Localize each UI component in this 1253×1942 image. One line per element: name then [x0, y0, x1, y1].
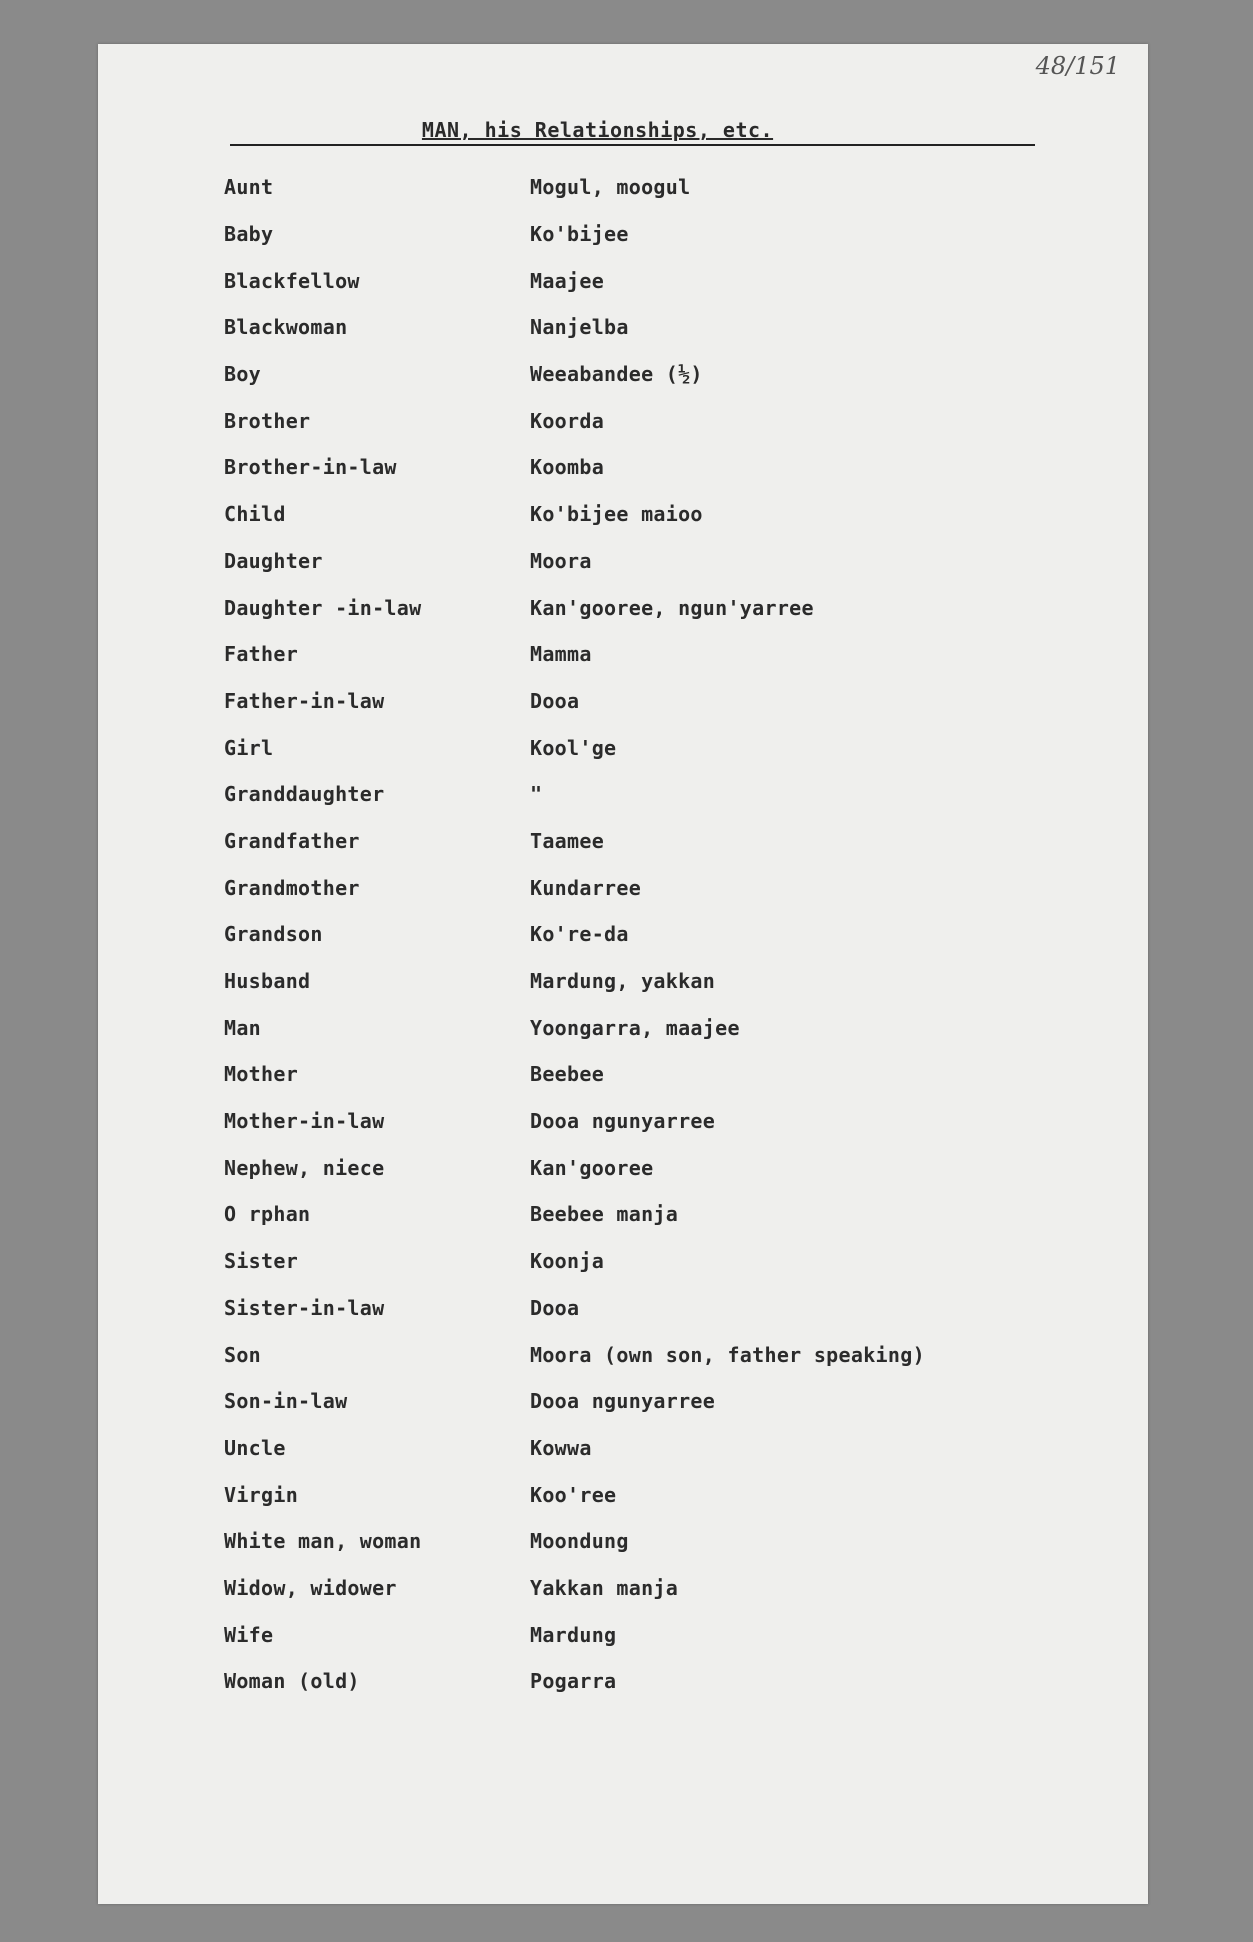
- native-term: Koo'ree: [530, 1482, 617, 1507]
- folio-number: 48/151: [1035, 52, 1120, 80]
- list-item: [224, 724, 1044, 771]
- english-term: Baby: [224, 222, 274, 247]
- english-term: Daughter: [224, 548, 323, 573]
- english-term: Daughter -in-law: [224, 595, 422, 620]
- list-item: [224, 1331, 1044, 1378]
- english-term: Wife: [224, 1622, 274, 1647]
- native-term: Ko're-da: [530, 922, 629, 947]
- native-term: Kan'gooree, ngun'yarree: [530, 595, 814, 620]
- document-page: [98, 44, 1148, 1904]
- native-term: Pogarra: [530, 1669, 617, 1694]
- native-term: Moora (own son, father speaking): [530, 1342, 925, 1367]
- native-term: Mardung, yakkan: [530, 969, 716, 994]
- english-term: Mother-in-law: [224, 1109, 385, 1134]
- list-item: [224, 1144, 1044, 1191]
- list-item: [224, 911, 1044, 958]
- list-item: [224, 1518, 1044, 1565]
- english-term: Nephew, niece: [224, 1155, 385, 1180]
- english-term: Brother-in-law: [224, 455, 397, 480]
- english-term: Grandmother: [224, 875, 360, 900]
- list-item: [224, 351, 1044, 398]
- english-term: Blackfellow: [224, 268, 360, 293]
- list-item: [224, 1285, 1044, 1332]
- list-item: [224, 211, 1044, 258]
- list-item: [224, 1191, 1044, 1238]
- english-term: Father-in-law: [224, 688, 385, 713]
- native-term: Maajee: [530, 268, 605, 293]
- list-item: [224, 631, 1044, 678]
- native-term: Yoongarra, maajee: [530, 1015, 740, 1040]
- list-item: [224, 257, 1044, 304]
- list-item: [224, 397, 1044, 444]
- list-item: [224, 1004, 1044, 1051]
- native-term: ": [530, 782, 543, 807]
- english-term: O rphan: [224, 1202, 311, 1227]
- native-term: Dooa ngunyarree: [530, 1109, 716, 1134]
- native-term: Koorda: [530, 408, 605, 433]
- list-item: [224, 304, 1044, 351]
- native-term: Ko'bijee: [530, 222, 629, 247]
- english-term: Sister-in-law: [224, 1295, 385, 1320]
- list-item: [224, 538, 1044, 585]
- native-term: Mogul, moogul: [530, 175, 691, 200]
- native-term: Mardung: [530, 1622, 617, 1647]
- list-item: [224, 1425, 1044, 1472]
- list-item: [224, 491, 1044, 538]
- native-term: Koonja: [530, 1249, 605, 1274]
- list-item: [224, 958, 1044, 1005]
- english-term: Grandfather: [224, 828, 360, 853]
- english-term: Boy: [224, 362, 262, 387]
- english-term: Widow, widower: [224, 1575, 397, 1600]
- english-term: Mother: [224, 1062, 299, 1087]
- list-item: [224, 1658, 1044, 1705]
- english-term: White man, woman: [224, 1529, 422, 1554]
- english-term: Child: [224, 502, 286, 527]
- native-term: Weeabandee (½): [530, 362, 703, 387]
- native-term: Ko'bijee maioo: [530, 502, 703, 527]
- list-item: [224, 1238, 1044, 1285]
- list-item: [224, 1051, 1044, 1098]
- list-item: [224, 864, 1044, 911]
- list-item: [224, 771, 1044, 818]
- list-item: [224, 444, 1044, 491]
- vocabulary-list: [224, 164, 1044, 1705]
- english-term: Grandson: [224, 922, 323, 947]
- native-term: Koomba: [530, 455, 605, 480]
- english-term: Man: [224, 1015, 262, 1040]
- english-term: Girl: [224, 735, 274, 760]
- native-term: Yakkan manja: [530, 1575, 679, 1600]
- english-term: Husband: [224, 969, 311, 994]
- english-term: Woman (old): [224, 1669, 360, 1694]
- page-title: MAN, his Relationships, etc.: [421, 118, 774, 142]
- list-item: [224, 584, 1044, 631]
- list-item: [224, 1098, 1044, 1145]
- list-item: [224, 818, 1044, 865]
- list-item: [224, 1611, 1044, 1658]
- english-term: Brother: [224, 408, 311, 433]
- native-term: Kan'gooree: [530, 1155, 654, 1180]
- native-term: Nanjelba: [530, 315, 629, 340]
- list-item: [224, 164, 1044, 211]
- english-term: Granddaughter: [224, 782, 385, 807]
- native-term: Dooa: [530, 688, 580, 713]
- english-term: Blackwoman: [224, 315, 348, 340]
- native-term: Moondung: [530, 1529, 629, 1554]
- english-term: Son-in-law: [224, 1389, 348, 1414]
- native-term: Kool'ge: [530, 735, 617, 760]
- native-term: Taamee: [530, 828, 605, 853]
- native-term: Mamma: [530, 642, 592, 667]
- english-term: Father: [224, 642, 299, 667]
- title-rule: [230, 112, 1035, 146]
- list-item: [224, 1471, 1044, 1518]
- english-term: Son: [224, 1342, 262, 1367]
- english-term: Virgin: [224, 1482, 299, 1507]
- native-term: Beebee manja: [530, 1202, 679, 1227]
- native-term: Moora: [530, 548, 592, 573]
- native-term: Dooa ngunyarree: [530, 1389, 716, 1414]
- native-term: Dooa: [530, 1295, 580, 1320]
- english-term: Uncle: [224, 1435, 286, 1460]
- list-item: [224, 1565, 1044, 1612]
- english-term: Sister: [224, 1249, 299, 1274]
- native-term: Kowwa: [530, 1435, 592, 1460]
- list-item: [224, 678, 1044, 725]
- native-term: Kundarree: [530, 875, 642, 900]
- english-term: Aunt: [224, 175, 274, 200]
- native-term: Beebee: [530, 1062, 605, 1087]
- list-item: [224, 1378, 1044, 1425]
